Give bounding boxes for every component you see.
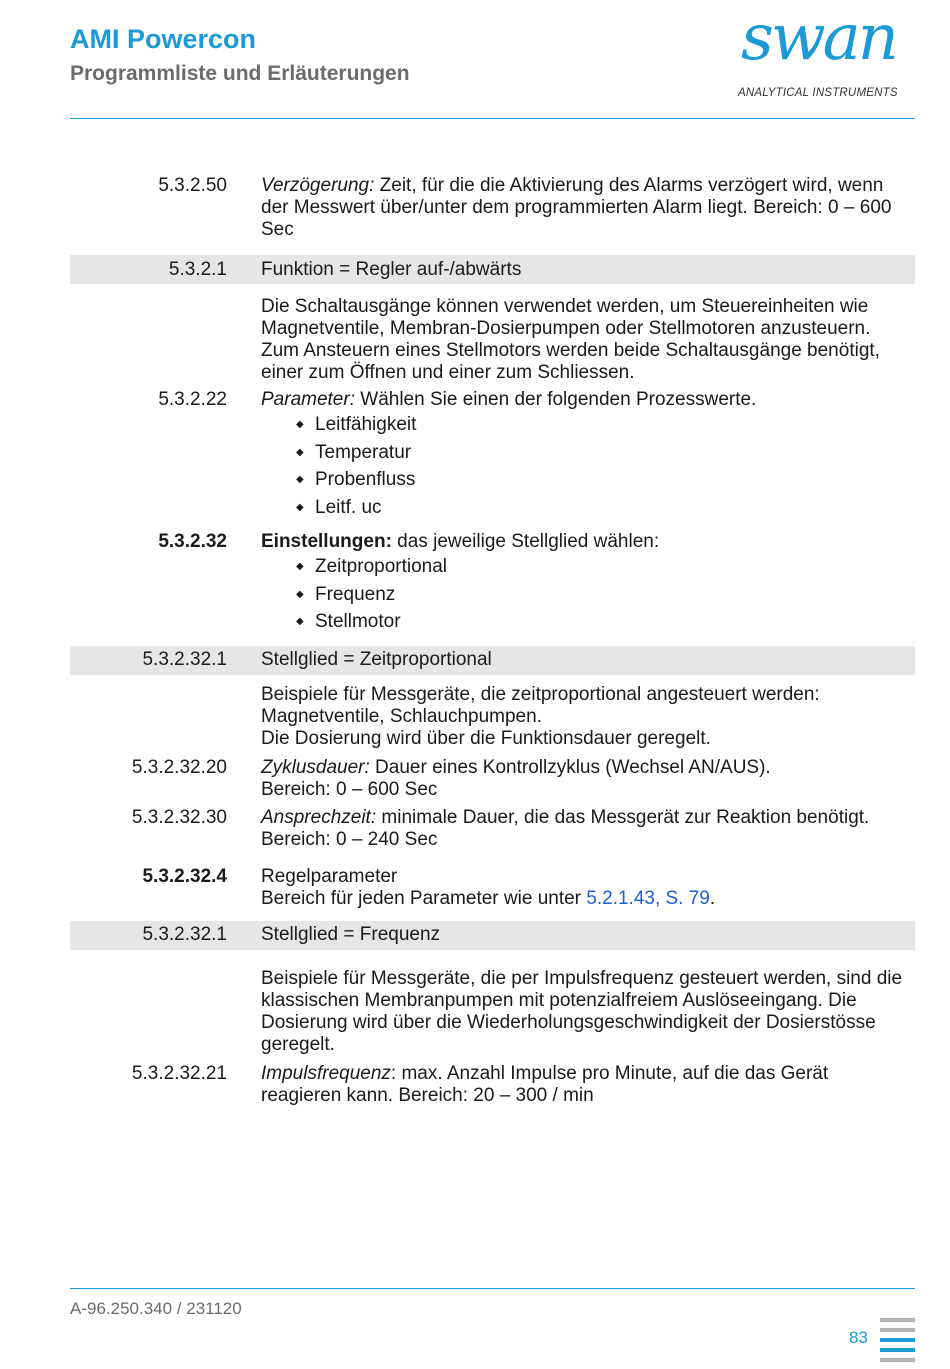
entry-text [261,757,911,779]
entry-heading: Regelparameter [261,865,398,887]
bullet-item: ◆ Stellmotor [296,608,911,636]
section-heading: Stellglied = Frequenz [261,924,441,945]
section-heading: Funktion = Regler auf-/abwärts [261,258,522,280]
description-text: Beispiele für Messgeräte, die per Impulsfrequenz gesteuert werden, sind die klassischen Membranpumpen mit potenzialfreiem Auslöseeingang. Die Dosierung wird über die Wiederholungsgeschwindigkeit der Dosierstösse geregelt. [261,967,903,1055]
section-bar [70,255,915,284]
entry-text [261,175,915,241]
section-number: 5.3.2.32.4 [142,865,227,887]
bullet-item: ◆ Frequenz [296,581,911,609]
entry-body: minimale Dauer, die das Messgerät zur Reaktion benötigt. Bereich: 0 – 240 Sec [261,806,870,850]
entry-body: Wählen Sie einen der folgenden Prozesswerte. [354,389,757,410]
entry-5-3-2-32 [70,531,915,636]
entry-lead: Einstellungen: [261,531,392,552]
page-number: 83 [849,1328,868,1347]
entry-text [261,807,915,851]
entry-lead: Ansprechzeit: [261,806,377,828]
description-text: Die Dosierung wird über die Funktionsdauer geregelt. [261,727,711,749]
entry-lead: Impulsfrequenz [261,1062,391,1084]
bullet-item: ◆ Leitf. uc [296,494,911,522]
description-text: Die Schaltausgänge können verwendet werden, um Steuereinheiten wie Magnetventile, Membran-Dosierpumpen oder Stellmotoren anzusteuern. Zum Ansteuern eines Stellmotors werden beide Schaltausgänge benötigt, einer zum Öffnen und einer zum Schliessen. [261,296,880,383]
description-block [70,296,915,384]
logo-tagline: ANALYTICAL INSTRUMENTS [738,87,898,99]
bullet-list [261,411,911,521]
section-number: 5.3.2.32.20 [131,756,227,778]
section-number: 5.3.2.1 [168,258,227,280]
section-number: 5.3.2.32.1 [142,924,227,945]
entry-5-3-2-32-30 [70,807,915,851]
bullet-item: ◆ Probenfluss [296,466,911,494]
entry-text [261,389,911,411]
bullet-item: ◆ Zeitproportional [296,553,911,581]
entry-body: Bereich für jeden Parameter wie unter [261,887,587,909]
entry-range: Bereich: 0 – 600 Sec [261,778,438,800]
entry-text [261,888,911,910]
description-block [70,968,915,1056]
entry-5-3-2-50 [70,175,915,241]
section-bar [70,646,915,675]
section-number: 5.3.2.32.21 [131,1062,227,1084]
swan-logo [735,1,917,104]
entry-lead: Parameter: [261,389,355,410]
footer-rule [70,1288,915,1289]
entry-body: : max. Anzahl Impulse pro Minute, auf die das Gerät reagieren kann. Bereich: 20 – 300 / min [261,1062,829,1106]
page-content [70,175,915,1107]
entry-body: das jeweilige Stellglied wählen: [391,531,660,552]
entry-lead: Verzögerung: [261,175,375,196]
entry-5-3-2-32-20 [70,757,915,801]
bullet-list [261,553,911,636]
entry-5-3-2-22 [70,389,915,521]
section-number: 5.3.2.32 [158,531,227,552]
entry-body-end: . [709,887,716,909]
document-reference: A-96.250.340 / 231120 [70,1299,242,1318]
description-text: Beispiele für Messgeräte, die zeitproportional angesteuert werden: Magnetventile, Schlauchpumpen. [261,683,820,727]
document-title: AMI Powercon [70,24,257,54]
document-subtitle: Programmliste und Erläuterungen [70,62,410,85]
section-number: 5.3.2.32.30 [131,806,227,828]
cross-reference-link[interactable]: 5.2.1.43, S. 79 [586,887,710,909]
entry-lead: Zyklusdauer: [261,756,370,778]
section-number: 5.3.2.32.1 [142,649,227,670]
header-rule [70,118,915,119]
section-heading: Stellglied = Zeitproportional [261,649,492,670]
entry-body: Zeit, für die die Aktivierung des Alarms verzögert wird, wenn der Messwert über/unter dem programmierten Alarm liegt. Bereich: 0 – 600 Sec [261,175,892,240]
description-block [70,684,915,750]
entry-text [261,1063,915,1107]
section-number: 5.3.2.22 [158,389,227,410]
section-number: 5.3.2.50 [158,175,227,196]
entry-5-3-2-32-4 [70,866,915,910]
entry-5-3-2-32-21 [70,1063,915,1107]
entry-body: Dauer eines Kontrollzyklus (Wechsel AN/AUS). [369,756,771,778]
bullet-item: ◆ Leitfähigkeit [296,411,911,439]
entry-text [261,531,911,553]
bullet-item: ◆ Temperatur [296,439,911,467]
section-bar [70,921,915,950]
logo-wordmark: swan [741,1,896,75]
